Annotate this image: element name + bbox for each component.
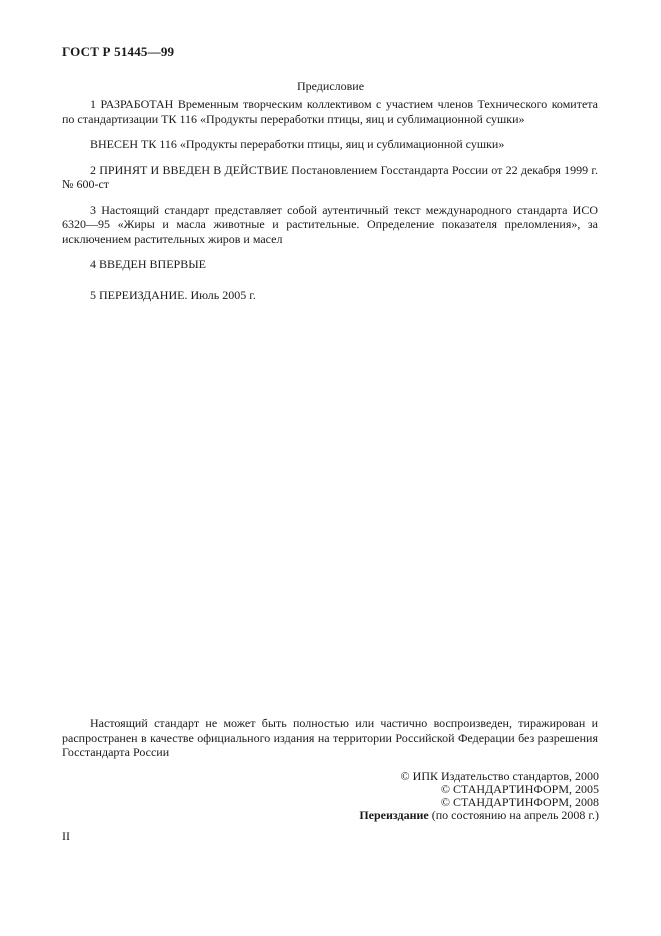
reproduction-notice bbox=[62, 716, 598, 760]
copyright-line-1: © ИПК Издательство стандартов, 2000 bbox=[400, 769, 599, 783]
foreword-item-3: 3 Настоящий стандарт представляет собой аутентичный текст международного стандарта ИСО 6320—95 «Жиры и масла животные и растительные. Определение показателя преломления», за исключением растительных жиров и масел bbox=[62, 202, 598, 246]
foreword-item-5: 5 ПЕРЕИЗДАНИЕ. Июль 2005 г. bbox=[90, 287, 256, 302]
reissue-note: (по состоянию на апрель 2008 г.) bbox=[428, 808, 599, 822]
foreword-content bbox=[62, 97, 598, 313]
reissue-line bbox=[359, 809, 599, 822]
copyright-block bbox=[359, 770, 599, 822]
notice-text: Настоящий стандарт не может быть полностью или частично воспроизведен, тиражирован и распространен в качестве официального издания на территории Российской Федерации без разрешения Госстандарта России bbox=[62, 716, 598, 759]
foreword-item-1: 1 РАЗРАБОТАН Временным творческим коллективом с участием членов Технического комитета по стандартизации ТК 116 «Продукты переработки птицы, яиц и сублимационной сушки» bbox=[62, 97, 598, 126]
foreword-item-introduced: ВНЕСЕН ТК 116 «Продукты переработки птицы, яиц и сублимационной сушки» bbox=[90, 137, 505, 151]
reissue-label: Переиздание bbox=[359, 808, 429, 822]
standard-code: ГОСТ Р 51445—99 bbox=[62, 44, 175, 59]
copyright-line-3: © СТАНДАРТИНФОРМ, 2008 bbox=[440, 795, 599, 809]
copyright-line-2: © СТАНДАРТИНФОРМ, 2005 bbox=[440, 782, 599, 796]
foreword-title: Предисловие bbox=[296, 79, 365, 93]
foreword-item-4: 4 ВВЕДЕН ВПЕРВЫЕ bbox=[90, 257, 206, 271]
foreword-item-2: 2 ПРИНЯТ И ВВЕДЕН В ДЕЙСТВИЕ Постановлением Госстандарта России от 22 декабря 1999 г. № 600-ст bbox=[62, 162, 598, 191]
page-number: II bbox=[62, 829, 70, 843]
